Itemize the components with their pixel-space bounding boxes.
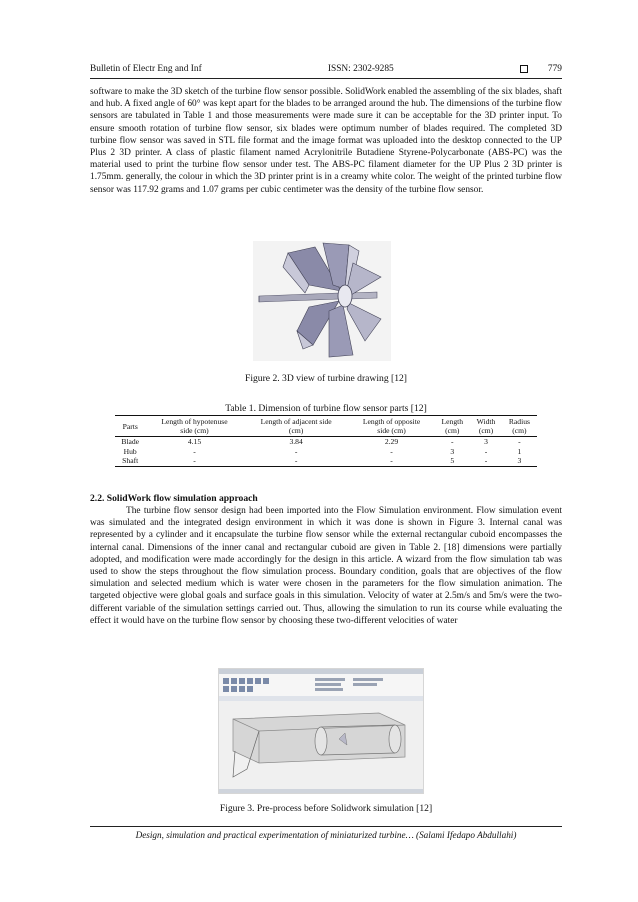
th-radius: Radius (cm) bbox=[502, 416, 537, 437]
table-header-row bbox=[115, 416, 537, 437]
running-footer: Design, simulation and practical experimentation of miniaturized turbine… (Salami Ifedapo Abdullahi) bbox=[135, 830, 517, 840]
table-row bbox=[115, 447, 537, 457]
th-length: Length (cm) bbox=[434, 416, 470, 437]
table-cell: 3 bbox=[450, 446, 455, 456]
header-right bbox=[520, 64, 562, 74]
figure-2-image bbox=[253, 241, 391, 361]
page-number: 779 bbox=[547, 64, 562, 74]
solidworks-screenshot bbox=[219, 669, 424, 794]
table-cell: - bbox=[193, 446, 196, 456]
figure-3-image bbox=[218, 668, 424, 794]
table-1 bbox=[115, 415, 537, 467]
table-row bbox=[115, 456, 537, 466]
turbine-drawing bbox=[253, 241, 391, 361]
table-1-title: Table 1. Dimension of turbine flow sensor parts [12] bbox=[225, 403, 427, 414]
paragraph-2: The turbine flow sensor design had been imported into the Flow Simulation environment. Flow simulation event was simulated and the integrated design environment in which it was done is shown in Figure 3. Internal canal was represented by a cylinder and it encapsulate the turbine flow sensor while the external rectangular cuboid encompasses the internal canal. Dimensions of the inner canal and rectangular cuboid are given in Table 2. [18] dimensions were partially adopted, and modification were made accordingly for the design in this article. A wizard from the flow simulation tab was used to show the steps throughout the flow simulation process. Boundary condition, goals that are objectives of the flow simulation and selected medium which is water were chosen in the parameters for the flow simulation animation. The targeted objective were global goals and surface goals in this simulation. Velocity of water at 2.5m/s and 5m/s were the two-different variable of the simulation settings carried out. Thus, allowing the simulation to run its course while evaluating the effect it would have on the turbine flow sensor by choosing these two-different velocities of water bbox=[90, 506, 562, 626]
table-cell: 4.15 bbox=[187, 437, 202, 446]
header-rule bbox=[90, 78, 562, 79]
table-cell: 1 bbox=[517, 446, 522, 456]
table-cell: Shaft bbox=[115, 456, 145, 466]
table-cell: - bbox=[349, 456, 435, 466]
th-adjacent: Length of adjacent side (cm) bbox=[244, 416, 349, 437]
table-cell: 3.84 bbox=[289, 437, 303, 446]
footer-rule bbox=[90, 826, 562, 827]
table-cell: 3 bbox=[484, 437, 488, 446]
running-header bbox=[90, 62, 562, 76]
journal-name: Bulletin of Electr Eng and Inf bbox=[90, 64, 202, 74]
table-cell: 5 bbox=[434, 456, 470, 466]
paragraph-1: software to make the 3D sketch of the turbine flow sensor possible. SolidWork enabled the assembling of the six blades, shaft and hub. A fixed angle of 60° was kept apart for the blades to be arranged around the hub. The dimensions of the turbine flow sensors are tabulated in Table 1 and those measurements were made sure it can be acceptable for the 3D printer input. To ensure smooth rotation of turbine flow sensor, six blades were optimum number of blades required. The completed 3D turbine flow sensor was saved in STL file format and the image format was uploaded into the desktop connected to the UP Plus 2 3D printer. A class of plastic filament named Acrylonitrile Butadiene Styrene-Polycarbonate (ABS-PC) was the material used to print the turbine flow sensor under test. The ABS-PC filament diameter for the UP Plus 2 3D printer is 1.75mm. generally, the colour in which the 3D printer print is in a creamy white color. The weight of the printed turbine flow sensor was 117.92 grams and 1.07 grams per cubic centimeter was the density of the turbine flow sensor. bbox=[90, 87, 562, 195]
th-parts: Parts bbox=[115, 416, 145, 437]
table-cell: - bbox=[294, 446, 298, 456]
table-cell: Hub bbox=[123, 446, 137, 456]
table-cell: - bbox=[470, 456, 502, 466]
table-row bbox=[115, 437, 537, 447]
table-cell: - bbox=[244, 456, 349, 466]
table-cell: - bbox=[451, 437, 454, 446]
table-cell: 3 bbox=[502, 456, 537, 466]
section-heading: 2.2. SolidWork flow simulation approach bbox=[90, 493, 258, 504]
issn: ISSN: 2302-9285 bbox=[327, 64, 394, 74]
th-hypotenuse: Length of hypotenuse side (cm) bbox=[145, 416, 243, 437]
table-cell: 2.29 bbox=[384, 437, 399, 446]
table-cell: - bbox=[390, 446, 393, 456]
table-cell: - bbox=[484, 446, 488, 456]
figure-3-caption: Figure 3. Pre-process before Solidwork simulation [12] bbox=[219, 803, 433, 814]
checkbox-icon bbox=[520, 65, 528, 73]
table-cell: - bbox=[145, 456, 243, 466]
th-width: Width (cm) bbox=[470, 416, 502, 437]
th-opposite: Length of opposite side (cm) bbox=[349, 416, 435, 437]
table-cell: - bbox=[518, 437, 521, 446]
table-cell: Blade bbox=[121, 437, 140, 446]
figure-2-caption: Figure 2. 3D view of turbine drawing [12] bbox=[245, 373, 407, 384]
